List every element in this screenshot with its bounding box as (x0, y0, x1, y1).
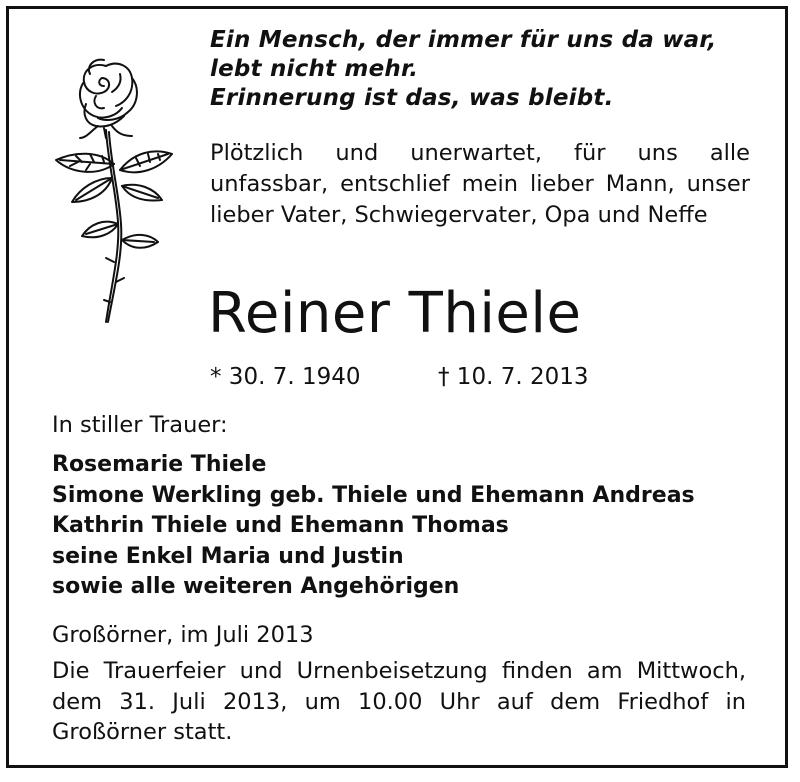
motto-line-1: Ein Mensch, der immer für uns da war, (210, 27, 717, 53)
family-member: Kathrin Thiele und Ehemann Thomas (52, 513, 509, 538)
birth-date: * 30. 7. 1940 (210, 364, 361, 390)
mourning-label: In stiller Trauer: (52, 412, 228, 438)
motto-line-3: Erinnerung ist das, was bleibt. (210, 85, 614, 111)
family-member: seine Enkel Maria und Justin (52, 543, 404, 569)
death-date: † 10. 7. 2013 (438, 364, 589, 390)
funeral-service-text: Die Trauerfeier und Urnenbeisetzung finden am Mittwoch, dem 31. Juli 2013, um 10.00 Uhr auf dem Friedhof in Großörner statt. (52, 658, 746, 745)
motto (210, 26, 770, 113)
deceased-name: Reiner Thiele (208, 281, 582, 346)
life-dates (210, 362, 630, 392)
announcement-text: Plötzlich und unerwartet, für uns alle unfassbar, entschlief mein lieber Mann, unser lieber Vater, Schwiegervater, Opa und Neffe (210, 140, 750, 228)
motto-line-2: lebt nicht mehr. (210, 56, 419, 82)
rose-icon (46, 52, 176, 332)
family-member: Simone Werkling geb. Thiele und Ehemann Andreas (52, 482, 695, 508)
family-member: Rosemarie Thiele (52, 452, 267, 477)
place-date: Großörner, im Juli 2013 (52, 622, 314, 648)
family-member: sowie alle weiteren Angehörigen (52, 574, 460, 599)
family-list (52, 450, 695, 603)
